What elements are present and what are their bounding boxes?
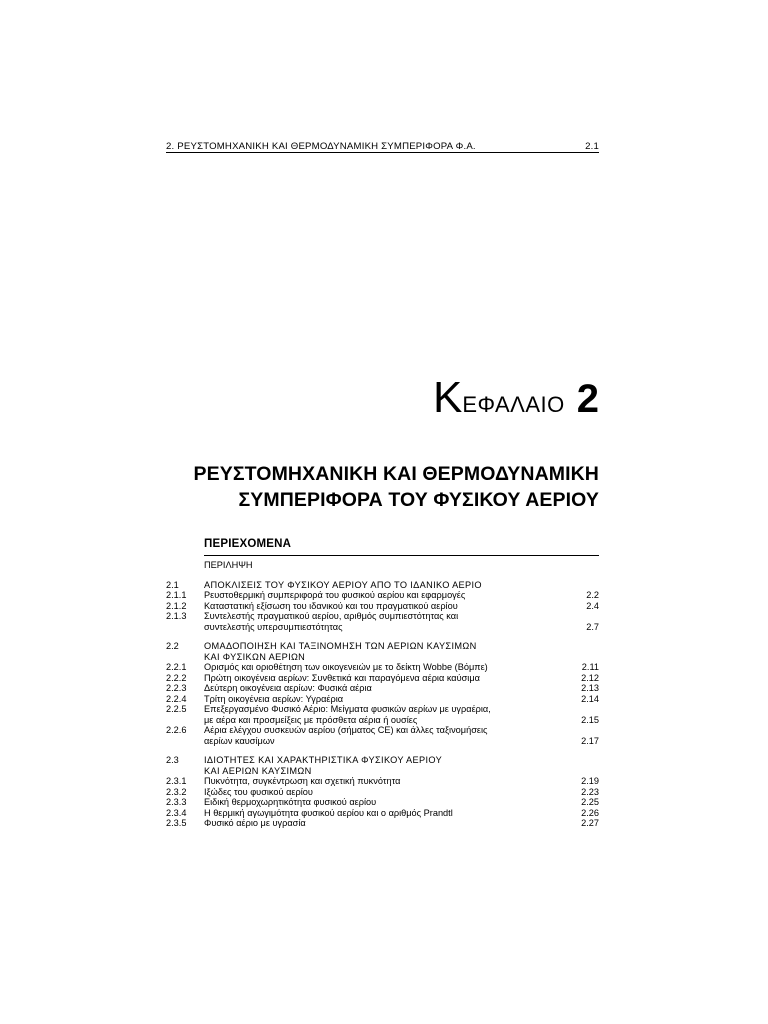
toc-entry-title: ΑΠΟΚΛΙΣΕΙΣ ΤΟΥ ΦΥΣΙΚΟΥ ΑΕΡΙΟΥ ΑΠΟ ΤΟ ΙΔΑΝΙΚΟ ΑΕΡΙΟ bbox=[204, 579, 482, 590]
table-of-contents bbox=[166, 560, 599, 829]
chapter-title-line-2: ΣΥΜΠΕΡΙΦΟΡΑ ΤΟΥ ΦΥΣΙΚΟΥ ΑΕΡΙΟΥ bbox=[238, 489, 599, 511]
toc-entry-title: Αέρια ελέγχου συσκευών αερίου (σήματος CE) και άλλες ταξινομήσεις bbox=[204, 725, 488, 735]
toc-entry bbox=[166, 601, 599, 612]
toc-entry-title: ΟΜΑΔΟΠΟΙΗΣΗ ΚΑΙ ΤΑΞΙΝΟΜΗΣΗ ΤΩΝ ΑΕΡΙΩΝ ΚΑΥΣΙΜΩΝ bbox=[204, 641, 477, 651]
toc-entry-title: Ορισμός και οριοθέτηση των οικογενειών με το δείκτη Wobbe (Βόμπε) bbox=[204, 662, 488, 672]
toc-entry-number: 2.3 bbox=[166, 755, 179, 765]
toc-entry-page: 2.27 bbox=[581, 818, 599, 828]
chapter-label-initial: Κ bbox=[433, 373, 463, 422]
toc-entry bbox=[166, 766, 599, 777]
toc-entry bbox=[166, 725, 599, 736]
chapter-label bbox=[433, 374, 599, 429]
toc-entry-number: 2.3.3 bbox=[166, 797, 187, 807]
toc-entry-number: 2.2.2 bbox=[166, 672, 187, 683]
toc-entry-page: 2.26 bbox=[581, 807, 599, 818]
toc-entry-title: Ιξώδες του φυσικού αερίου bbox=[204, 786, 313, 797]
toc-entry-page: 2.11 bbox=[581, 662, 599, 672]
toc-entry-number: 2.2.5 bbox=[166, 704, 187, 714]
chapter-title-line-1: ΡΕΥΣΤΟΜΗΧΑΝΙΚΗ ΚΑΙ ΘΕΡΜΟΔΥΝΑΜΙΚΗ bbox=[193, 463, 599, 485]
toc-entry bbox=[166, 797, 599, 808]
toc-entry-number: 2.1 bbox=[166, 579, 179, 590]
toc-entry-page: 2.2 bbox=[586, 590, 599, 600]
toc-entry-number: 2.1.3 bbox=[166, 611, 187, 621]
toc-entry-page: 2.17 bbox=[581, 735, 599, 746]
toc-entry-number: 2.2.3 bbox=[166, 683, 187, 693]
toc-entry bbox=[166, 787, 599, 798]
toc-entry bbox=[166, 736, 599, 747]
chapter-label-rest: ΕΦΑΛΑΙΟ bbox=[462, 392, 565, 417]
toc-entry-page: 2.12 bbox=[581, 672, 599, 683]
toc-entry-title: ΙΔΙΟΤΗΤΕΣ ΚΑΙ ΧΑΡΑΚΤΗΡΙΣΤΙΚΑ ΦΥΣΙΚΟΥ ΑΕΡΙΟΥ bbox=[204, 755, 443, 765]
toc-entry-title: Ρευστοθερμική συμπεριφορά του φυσικού αερίου και εφαρμογές bbox=[204, 590, 466, 600]
toc-entry-title: Φυσικό αέριο με υγρασία bbox=[204, 818, 306, 828]
running-head-title: 2. ΡΕΥΣΤΟΜΗΧΑΝΙΚΗ ΚΑΙ ΘΕΡΜΟΔΥΝΑΜΙΚΗ ΣΥΜΠΕΡΙΦΟΡΑ Φ.Α. bbox=[166, 141, 476, 152]
toc-summary-row bbox=[166, 560, 599, 571]
toc-entry-number: 2.2.1 bbox=[166, 662, 187, 672]
toc-entry-page: 2.13 bbox=[581, 683, 599, 693]
toc-entry bbox=[166, 776, 599, 787]
toc-entry-page: 2.25 bbox=[581, 797, 599, 807]
toc-entry bbox=[166, 673, 599, 684]
toc-entry-number: 2.3.5 bbox=[166, 818, 187, 828]
toc-entry-number: 2.1.1 bbox=[166, 590, 187, 600]
toc-entry bbox=[166, 611, 599, 622]
chapter-number: 2 bbox=[576, 377, 599, 421]
toc-entry bbox=[166, 641, 599, 652]
toc-entry-page: 2.14 bbox=[581, 693, 599, 704]
toc-entry-title: Η θερμική αγωγιμότητα φυσικού αερίου και ο αριθμός Prandtl bbox=[204, 807, 453, 818]
contents-divider bbox=[204, 555, 599, 556]
toc-entry bbox=[166, 808, 599, 819]
toc-entry bbox=[166, 704, 599, 715]
toc-entry-number: 2.1.2 bbox=[166, 600, 187, 611]
toc-entry-number: 2.3.4 bbox=[166, 807, 187, 818]
toc-entry-title: Επεξεργασμένο Φυσικό Αέριο: Μείγματα φυσικών αερίων με υγραέρια, bbox=[204, 704, 491, 714]
chapter-title bbox=[194, 461, 599, 513]
toc-entry-page: 2.23 bbox=[581, 786, 599, 797]
toc-entry bbox=[166, 818, 599, 829]
toc-entry-page: 2.19 bbox=[581, 776, 599, 786]
running-head bbox=[166, 141, 599, 153]
toc-entry bbox=[166, 694, 599, 705]
toc-entry-page: 2.4 bbox=[586, 600, 599, 611]
toc-entry bbox=[166, 662, 599, 673]
toc-entry-title: Πρώτη οικογένεια αερίων: Συνθετικά και παραγόμενα αέρια καύσιμα bbox=[204, 672, 480, 683]
toc-entry-title: Δεύτερη οικογένεια αερίων: Φυσικά αέρια bbox=[204, 683, 372, 693]
toc-entry bbox=[166, 590, 599, 601]
toc-entry-title: Πυκνότητα, συγκέντρωση και σχετική πυκνότητα bbox=[204, 776, 401, 786]
toc-entry-number: 2.2 bbox=[166, 641, 179, 651]
toc-entry-title: Τρίτη οικογένεια αερίων: Υγραέρια bbox=[204, 693, 344, 704]
toc-entry-page: 2.7 bbox=[586, 621, 599, 632]
toc-entry-title: Συντελεστής πραγματικού αερίου, αριθμός συμπιεστότητας και bbox=[204, 611, 459, 621]
toc-entry bbox=[166, 683, 599, 694]
toc-entry-title: ΚΑΙ ΦΥΣΙΚΩΝ ΑΕΡΙΩΝ bbox=[204, 651, 306, 662]
toc-entry-title: αερίων καυσίμων bbox=[204, 735, 275, 746]
toc-entry-number: 2.2.6 bbox=[166, 725, 187, 735]
toc-entry bbox=[166, 715, 599, 726]
toc-entry bbox=[166, 622, 599, 633]
contents-heading: ΠΕΡΙΕΧΟΜΕΝΑ bbox=[204, 538, 292, 550]
toc-entry-page: 2.15 bbox=[581, 714, 599, 725]
toc-entry bbox=[166, 755, 599, 766]
toc-entry-title: συντελεστής υπερσυμπιεστότητας bbox=[204, 621, 343, 632]
toc-entry-number: 2.2.4 bbox=[166, 693, 187, 704]
toc-entry-number: 2.3.2 bbox=[166, 786, 187, 797]
toc-entry-number: 2.3.1 bbox=[166, 776, 187, 786]
toc-entry-title: με αέρα και προσμείξεις με πρόσθετα αέρια ή ουσίες bbox=[204, 714, 418, 725]
toc-entry-title: Ειδική θερμοχωρητικότητα φυσικού αερίου bbox=[204, 797, 377, 807]
running-head-page-number: 2.1 bbox=[585, 141, 599, 152]
toc-entry bbox=[166, 652, 599, 663]
toc-entry bbox=[166, 580, 599, 591]
toc-summary: ΠΕΡΙΛΗΨΗ bbox=[204, 560, 253, 570]
toc-entry-title: ΚΑΙ ΑΕΡΙΩΝ ΚΑΥΣΙΜΩΝ bbox=[204, 765, 312, 776]
toc-entry-title: Καταστατική εξίσωση του ιδανικού και του πραγματικού αερίου bbox=[204, 600, 458, 611]
